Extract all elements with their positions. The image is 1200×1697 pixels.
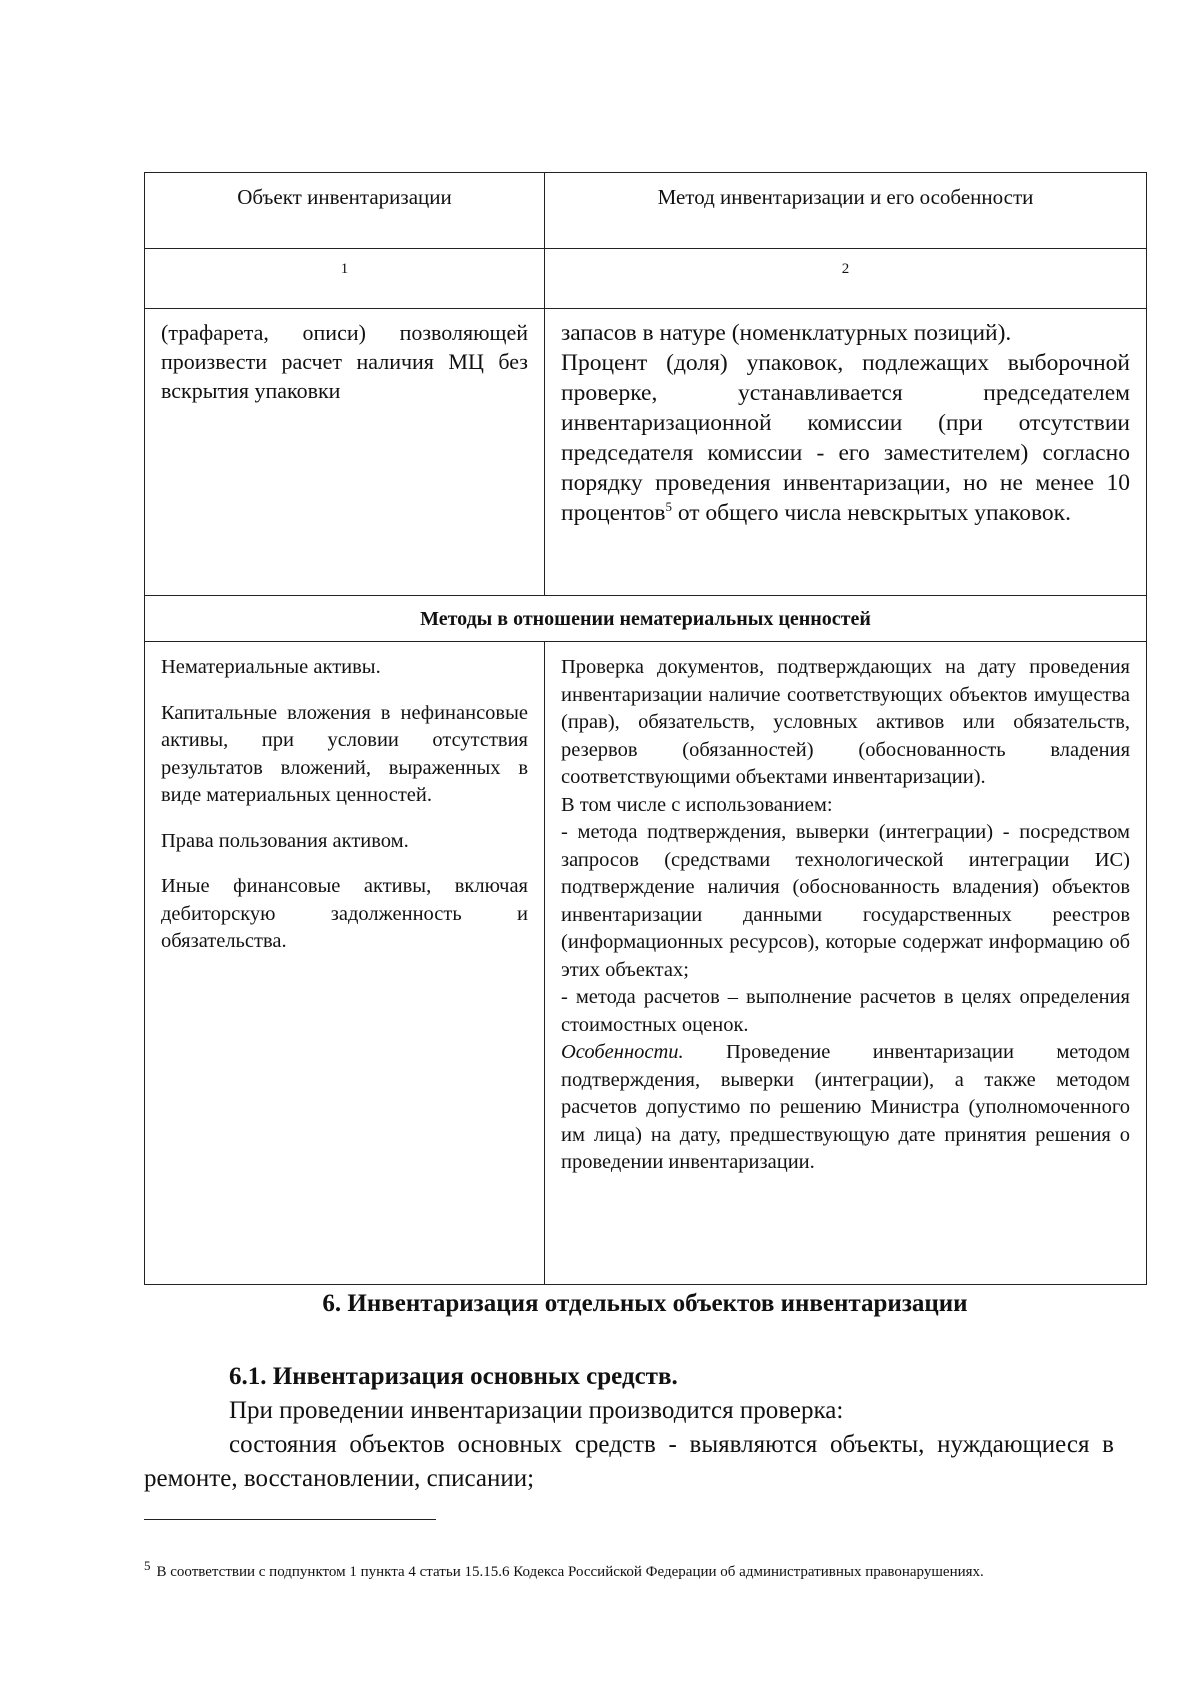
- row1-method-text-2: Процент (доля) упаковок, подлежащих выборочной проверке, устанавливается председателем инвентаризационной комиссии (при отсутствии председателя комиссии - его заместителем) согласно порядку проведения инвентаризации, но не менее 10 процентов$^5$ от общего числа невскрытых упаковок.: [561, 350, 1130, 526]
- section-body: [144, 1360, 1114, 1496]
- inventory-methods-table: [144, 172, 1147, 1285]
- method-paragraph: Проверка документов, подтверждающих на дату проведения инвентаризации наличие соответствующих объектов имущества (прав), обязательств, условных активов или обязательств, резервов (обязанностей) (обоснованность владения соответствующими объектами инвентаризации).: [561, 656, 1130, 788]
- row1-method-cell: [545, 309, 1147, 596]
- footnote-divider: [144, 1519, 436, 1520]
- method-paragraph: Особенности. Проведение инвентаризации методом подтверждения, выверки (интеграции), а также методом расчетов допустимо по решению Министра (уполномоченного им лица) на дату, предшествующую дате принятия решения о проведении инвентаризации.: [561, 1041, 1130, 1173]
- row2-object-cell: [145, 642, 545, 1285]
- row1-method-text-1: запасов в натуре (номенклатурных позиций).: [561, 320, 1012, 346]
- section-title: 6. Инвентаризация отдельных объектов инвентаризации: [322, 1290, 968, 1317]
- column-number-1: 1: [145, 249, 545, 309]
- header-cell-method: Метод инвентаризации и его особенности: [545, 173, 1147, 249]
- features-label: Особенности.: [561, 1041, 684, 1063]
- object-item: Права пользования активом.: [161, 829, 409, 852]
- object-item: Капитальные вложения в нефинансовые активы, при условии отсутствия результатов вложений, выраженных в виде материальных ценностей.: [161, 701, 528, 806]
- row1-object-cell: (трафарета, описи) позволяющей произвести расчет наличия МЦ без вскрытия упаковки: [145, 309, 545, 596]
- footnote-text: В соответствии с подпунктом 1 пункта 4 статьи 15.15.6 Кодекса Российской Федерации об административных правонарушениях.: [156, 1564, 984, 1580]
- method-paragraph: - метода подтверждения, выверки (интеграции) - посредством запросов (средствами технологической интеграции ИС) подтверждение наличия (обоснованность владения) объектов инвентаризации данными государственных реестров (информационных ресурсов), которые содержат информацию об этих объектах;: [561, 821, 1130, 981]
- table-row: [145, 642, 1147, 1285]
- column-number-row: [145, 249, 1147, 309]
- table-row: [145, 309, 1147, 596]
- body-paragraph: состояния объектов основных средств - выявляются объекты, нуждающиеся в ремонте, восстановлении, списании;: [144, 1431, 1114, 1492]
- subsection-title: 6.1. Инвентаризация основных средств.: [229, 1363, 678, 1390]
- footnote-reference: 5: [665, 499, 672, 514]
- section-header-row: [145, 596, 1147, 642]
- object-item: Иные финансовые активы, включая дебиторскую задолженность и обязательства.: [161, 875, 528, 952]
- row2-method-cell: [545, 642, 1147, 1285]
- method-paragraph: - метода расчетов – выполнение расчетов в целях определения стоимостных оценок.: [561, 986, 1130, 1036]
- column-number-2: 2: [545, 249, 1147, 309]
- table-header-row: [145, 173, 1147, 249]
- footnote-mark: 5: [144, 1558, 151, 1573]
- body-paragraph: При проведении инвентаризации производится проверка:: [229, 1397, 844, 1424]
- footnote: [144, 1558, 1114, 1583]
- section-header-cell: Методы в отношении нематериальных ценностей: [145, 596, 1147, 642]
- object-item: Нематериальные активы.: [161, 656, 381, 678]
- method-paragraph: В том числе с использованием:: [561, 793, 833, 816]
- header-cell-object: Объект инвентаризации: [145, 173, 545, 249]
